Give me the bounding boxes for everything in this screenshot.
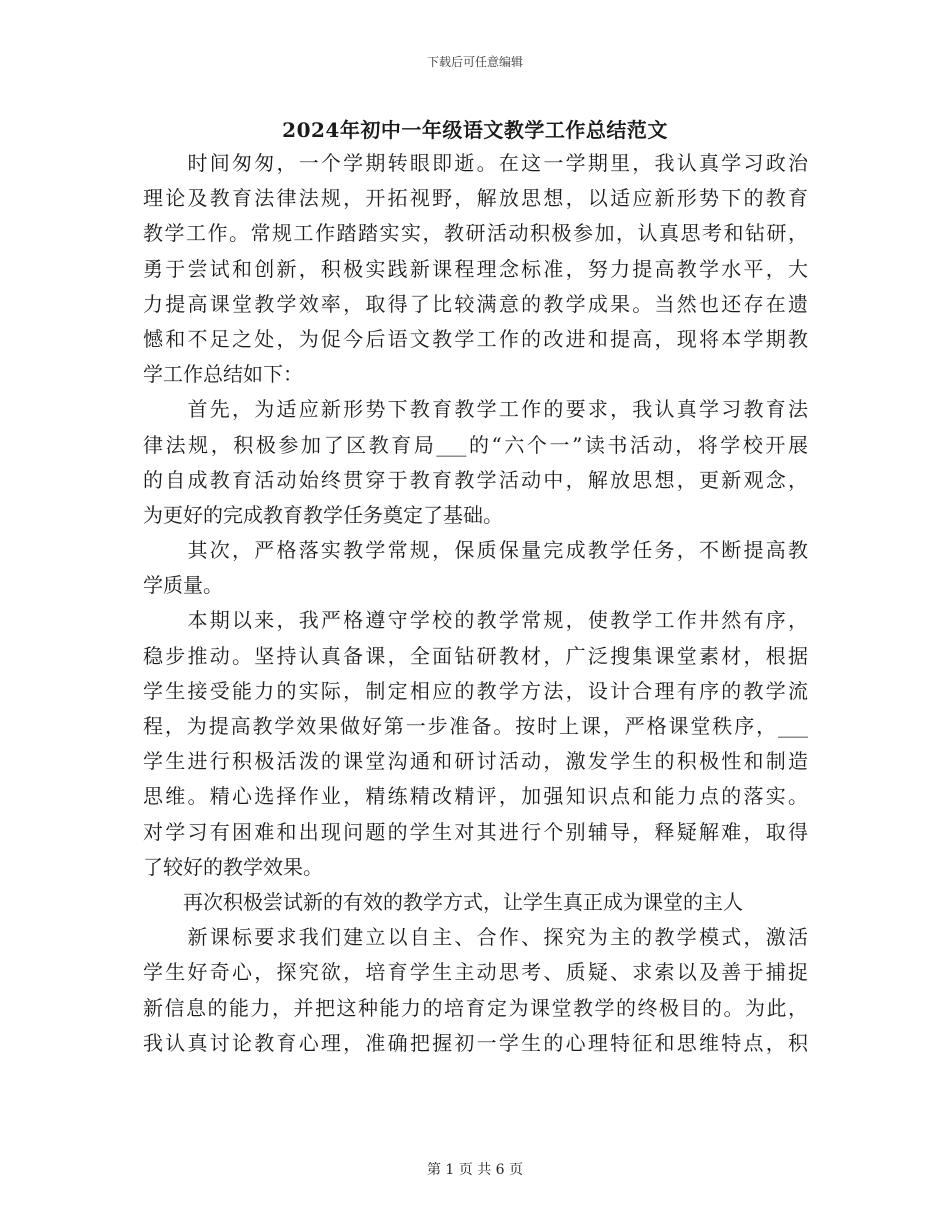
- text-line: 力提高课堂教学效率，取得了比较满意的教学成果。当然也还存在遗: [143, 291, 808, 316]
- document-title: 2024年初中一年级语文教学工作总结范文: [282, 118, 668, 142]
- text-line: 新课标要求我们建立以自主、合作、探究为主的教学模式，激活: [143, 925, 808, 950]
- text-line: 我认真讨论教育心理，准确把握初一学生的心理特征和思维特点，积: [143, 1030, 808, 1055]
- text-line: 学生接受能力的实际，制定相应的教学方法，设计合理有序的教学流: [143, 678, 808, 703]
- text-line: 对学习有困难和出现问题的学生对其进行个别辅导，释疑解难，取得: [143, 819, 808, 844]
- text-line: 思维。精心选择作业，精练精改精评，加强知识点和能力点的落实。: [143, 784, 808, 809]
- page-footer: 第 1 页 共 6 页: [426, 1162, 524, 1178]
- text-line: 教学工作。常规工作踏踏实实，教研活动积极参加，认真思考和钻研，: [143, 221, 808, 246]
- text-line: 本期以来，我严格遵守学校的教学常规，使教学工作井然有序，: [143, 608, 808, 633]
- text-line: 的自成教育活动始终贯穿于教育教学活动中，解放思想，更新观念，: [143, 467, 808, 492]
- text-line: 学生好奇心，探究欲，培育学生主动思考、质疑、求索以及善于捕捉: [143, 960, 808, 985]
- text-line: 律法规，积极参加了区教育局___的“六个一”读书活动，将学校开展: [143, 432, 808, 457]
- text-line: 学质量。: [143, 573, 223, 598]
- text-line: 理论及教育法律法规，开拓视野，解放思想，以适应新形势下的教育: [143, 186, 808, 211]
- text-line: 为更好的完成教育教学任务奠定了基础。: [143, 502, 503, 527]
- text-line: 程，为提高教学效果做好第一步准备。按时上课，严格课堂秩序，___: [143, 714, 808, 738]
- text-line: 憾和不足之处，为促今后语文教学工作的改进和提高，现将本学期教: [143, 326, 808, 351]
- text-line: 学生进行积极活泼的课堂沟通和研讨活动，激发学生的积极性和制造: [143, 749, 808, 774]
- text-line: 勇于尝试和创新，积极实践新课程理念标准，努力提高教学水平，大: [143, 256, 808, 281]
- page-header: 下载后可任意编辑: [426, 55, 523, 69]
- text-line: 稳步推动。坚持认真备课，全面钻研教材，广泛搜集课堂素材，根据: [143, 643, 808, 668]
- text-line: 首先，为适应新形势下教育教学工作的要求，我认真学习教育法: [143, 397, 808, 422]
- text-line: 学工作总结如下：: [143, 362, 303, 387]
- text-line: 新信息的能力，并把这种能力的培育定为课堂教学的终极目的。为此，: [143, 995, 808, 1020]
- text-line: 再次积极尝试新的有效的教学方式，让学生真正成为课堂的主人: [143, 889, 743, 914]
- text-line: 了较好的教学效果。: [143, 854, 323, 879]
- document-body: [143, 146, 808, 1061]
- text-line: 其次，严格落实教学常规，保质保量完成教学任务，不断提高教: [143, 538, 808, 563]
- text-line: 时间匆匆，一个学期转眼即逝。在这一学期里，我认真学习政治: [143, 151, 808, 175]
